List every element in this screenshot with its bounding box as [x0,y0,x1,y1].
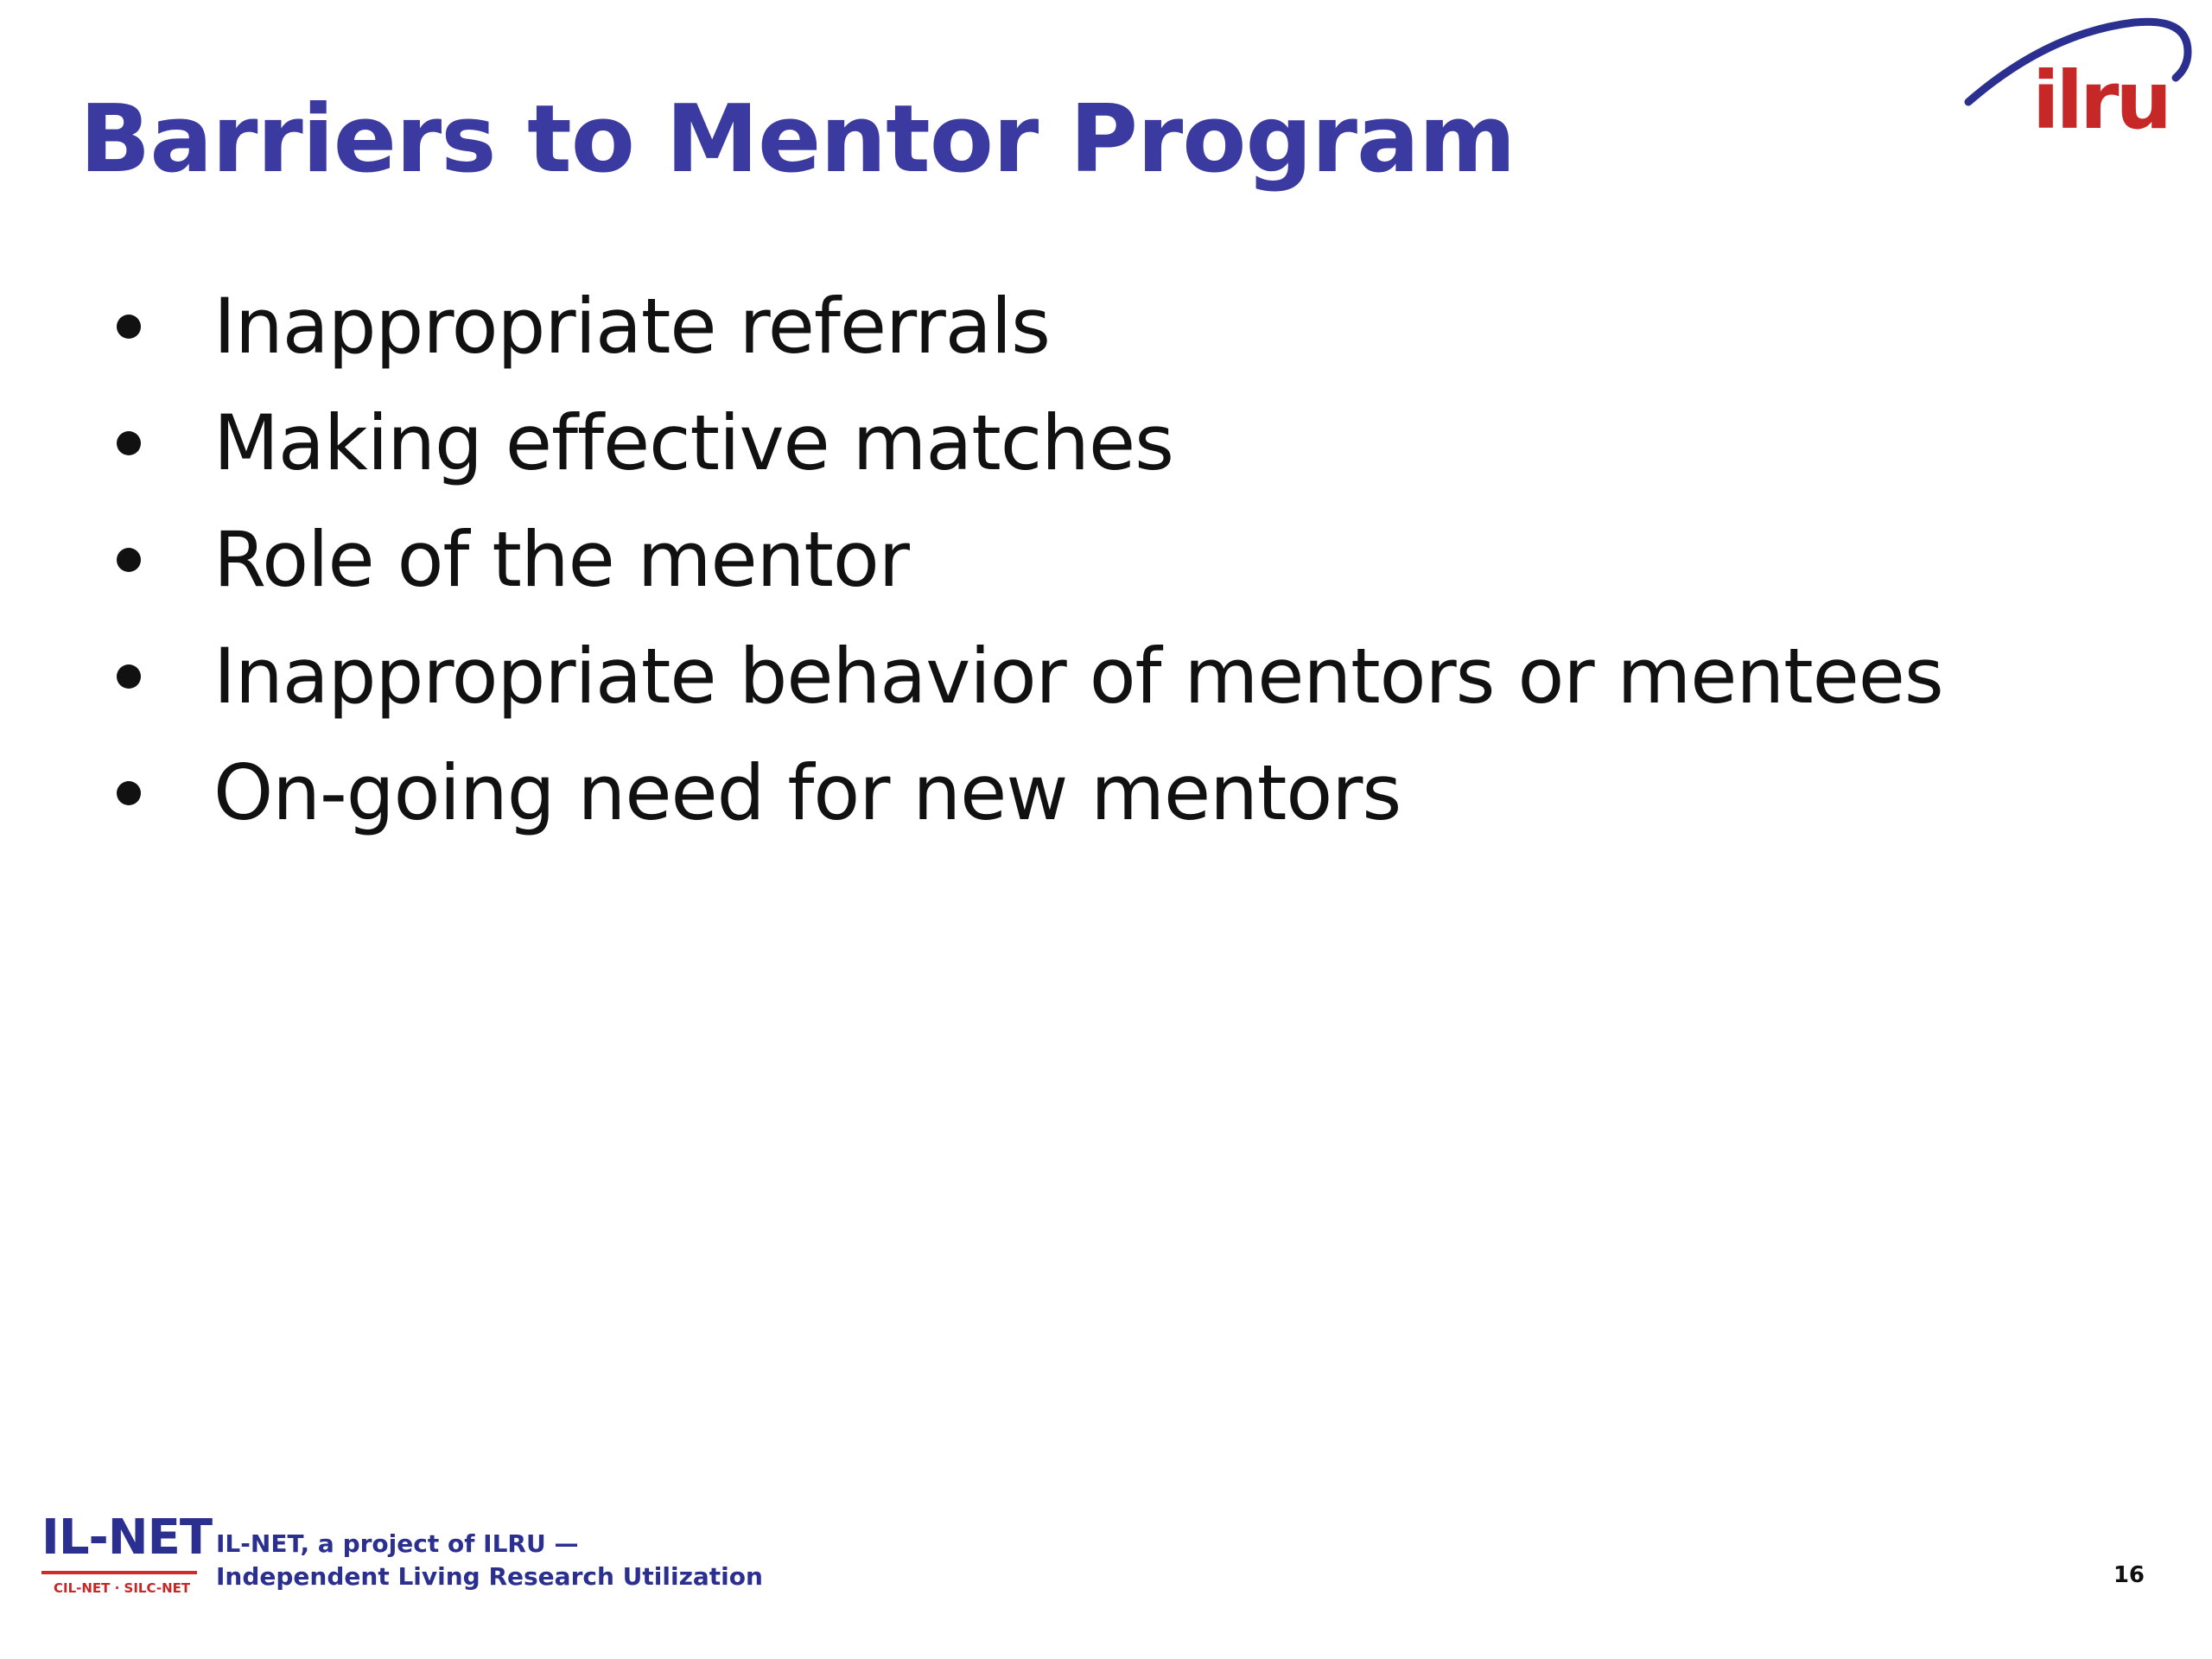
logo-text: ilru [2032,54,2169,145]
bullet-text: Inappropriate behavior of mentors or mentees [213,632,1943,721]
bullet-item [108,734,1943,851]
footer-credit [216,1528,763,1593]
bullet-icon [117,664,141,689]
bullet-list [108,268,1943,851]
bullet-text: Role of the mentor [213,515,909,604]
il-net-logo [41,1510,213,1605]
bullet-icon [117,431,141,455]
page-number: 16 [2113,1562,2145,1588]
ilru-logo [1961,16,2195,145]
bullet-text: On-going need for new mentors [213,748,1402,837]
bullet-text: Making effective matches [213,398,1173,487]
footer-credit-line-1: IL-NET, a project of ILRU — [216,1529,579,1558]
bullet-item [108,268,1943,385]
ilru-logo-graphic [1961,16,2195,145]
bullet-icon [117,315,141,339]
bullet-item [108,385,1943,501]
bullet-item [108,618,1943,734]
slide-title: Barriers to Mentor Program [79,86,1516,194]
bullet-icon [117,548,141,572]
bullet-text: Inappropriate referrals [213,282,1051,371]
bullet-icon [117,781,141,805]
footer-credit-line-2: Independent Living Research Utilization [216,1562,763,1591]
il-net-logo-subtext: CIL-NET · SILC-NET [54,1580,191,1596]
bullet-item [108,501,1943,618]
il-net-logo-text: IL-NET [41,1510,213,1566]
il-net-logo-rule [41,1571,197,1574]
